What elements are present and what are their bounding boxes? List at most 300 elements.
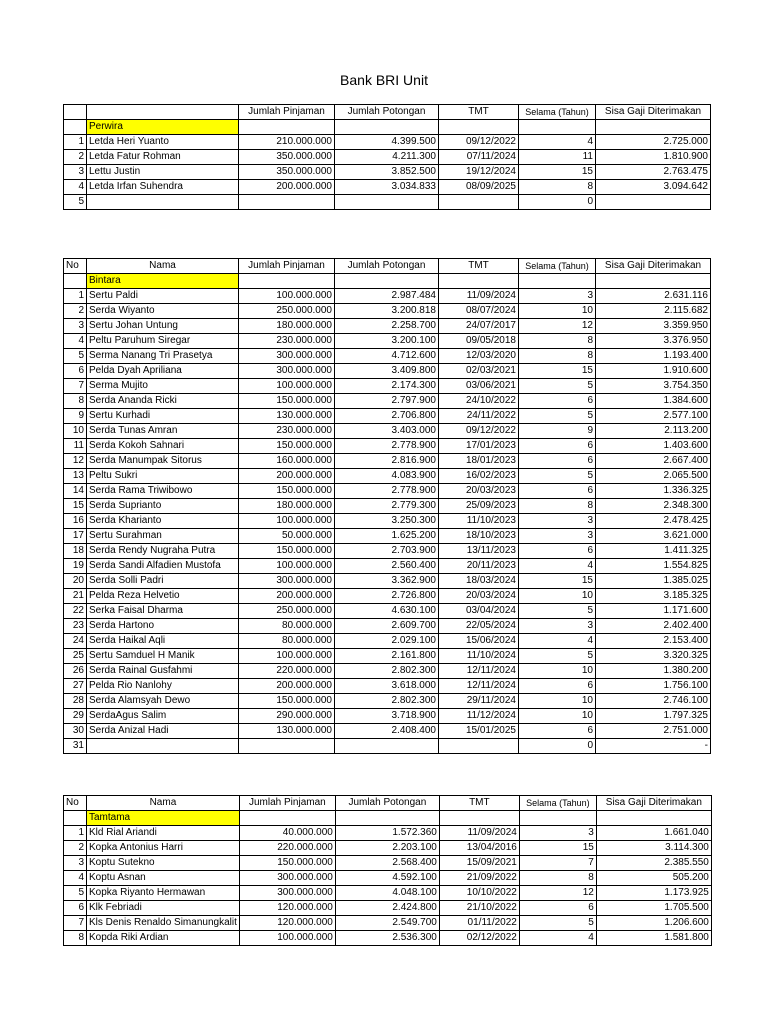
table-row <box>64 364 711 379</box>
tmt-date-cell: 11/09/2024 <box>439 826 519 841</box>
name-cell: Lettu Justin <box>87 165 239 180</box>
deduction-cell: 3.200.818 <box>335 304 439 319</box>
remaining-salary-cell: 1.581.800 <box>596 931 711 946</box>
table-row <box>64 931 712 946</box>
empty-cell <box>64 120 87 135</box>
header-nama: Nama <box>87 259 239 274</box>
loan-amount-cell: 100.000.000 <box>239 559 335 574</box>
loan-amount-cell: 160.000.000 <box>239 454 335 469</box>
header-jumlah-pinjaman: Jumlah Pinjaman <box>239 796 335 811</box>
empty-cell <box>519 120 596 135</box>
loan-amount-cell: 200.000.000 <box>239 469 335 484</box>
row-number-cell: 9 <box>64 409 87 424</box>
name-cell: Letda Fatur Rohman <box>87 150 239 165</box>
remaining-salary-cell: 2.751.000 <box>596 724 711 739</box>
table-row <box>64 604 711 619</box>
deduction-cell: 2.703.900 <box>335 544 439 559</box>
duration-years-cell: 8 <box>519 180 596 195</box>
tmt-date-cell: 17/01/2023 <box>439 439 519 454</box>
name-cell: Serda Anizal Hadi <box>87 724 239 739</box>
loan-amount-cell: 220.000.000 <box>239 841 335 856</box>
deduction-cell: 2.203.100 <box>335 841 439 856</box>
loan-amount-cell: 150.000.000 <box>239 856 335 871</box>
remaining-salary-cell: - <box>596 739 711 754</box>
table-row <box>64 574 711 589</box>
table-row <box>64 724 711 739</box>
deduction-cell: 2.029.100 <box>335 634 439 649</box>
row-number-cell: 4 <box>64 871 87 886</box>
remaining-salary-cell: 2.763.475 <box>596 165 711 180</box>
loan-amount-cell: 120.000.000 <box>239 901 335 916</box>
row-number-cell: 18 <box>64 544 87 559</box>
header-row <box>64 796 712 811</box>
loan-amount-cell: 250.000.000 <box>239 604 335 619</box>
table-row <box>64 195 711 210</box>
header-selama: Selama (Tahun) <box>519 796 596 811</box>
duration-years-cell: 5 <box>519 409 596 424</box>
duration-years-cell: 5 <box>519 469 596 484</box>
row-number-cell: 4 <box>64 334 87 349</box>
header-jumlah-pinjaman: Jumlah Pinjaman <box>239 259 335 274</box>
deduction-cell: 3.403.000 <box>335 424 439 439</box>
remaining-salary-cell: 1.554.825 <box>596 559 711 574</box>
remaining-salary-cell: 2.667.400 <box>596 454 711 469</box>
name-cell: Letda Heri Yuanto <box>87 135 239 150</box>
deduction-cell: 4.048.100 <box>335 886 439 901</box>
row-number-cell: 4 <box>64 180 87 195</box>
empty-cell <box>596 120 711 135</box>
loan-amount-cell: 80.000.000 <box>239 634 335 649</box>
duration-years-cell: 3 <box>519 289 596 304</box>
duration-years-cell: 11 <box>519 150 596 165</box>
tmt-date-cell: 21/10/2022 <box>439 901 519 916</box>
duration-years-cell: 0 <box>519 739 596 754</box>
name-cell: Serda Solli Padri <box>87 574 239 589</box>
header-sisa-gaji: Sisa Gaji Diterimakan <box>596 259 711 274</box>
deduction-cell: 2.987.484 <box>335 289 439 304</box>
deduction-cell: 3.362.900 <box>335 574 439 589</box>
header-row <box>64 105 711 120</box>
category-row <box>64 120 711 135</box>
tmt-date-cell: 12/11/2024 <box>439 664 519 679</box>
duration-years-cell: 4 <box>519 931 596 946</box>
row-number-cell: 2 <box>64 150 87 165</box>
duration-years-cell: 3 <box>519 826 596 841</box>
table-row <box>64 135 711 150</box>
deduction-cell: 2.549.700 <box>335 916 439 931</box>
deduction-cell: 2.816.900 <box>335 454 439 469</box>
tmt-date-cell: 09/05/2018 <box>439 334 519 349</box>
name-cell: Sertu Johan Untung <box>87 319 239 334</box>
row-number-cell: 24 <box>64 634 87 649</box>
empty-cell <box>335 274 439 289</box>
duration-years-cell: 8 <box>519 334 596 349</box>
deduction-cell: 4.211.300 <box>335 150 439 165</box>
table-row <box>64 289 711 304</box>
tamtama-table <box>63 795 712 946</box>
deduction-cell: 2.609.700 <box>335 619 439 634</box>
loan-amount-cell: 100.000.000 <box>239 514 335 529</box>
name-cell <box>87 739 239 754</box>
deduction-cell: 3.718.900 <box>335 709 439 724</box>
duration-years-cell: 0 <box>519 195 596 210</box>
loan-amount-cell: 40.000.000 <box>239 826 335 841</box>
remaining-salary-cell: 1.705.500 <box>596 901 711 916</box>
name-cell: Serda Kharianto <box>87 514 239 529</box>
tmt-date-cell: 03/06/2021 <box>439 379 519 394</box>
deduction-cell <box>335 739 439 754</box>
table-row <box>64 409 711 424</box>
empty-cell <box>596 811 711 826</box>
tmt-date-cell: 09/12/2022 <box>439 135 519 150</box>
perwira-table <box>63 104 711 210</box>
loan-amount-cell: 300.000.000 <box>239 349 335 364</box>
deduction-cell: 2.258.700 <box>335 319 439 334</box>
tmt-date-cell: 08/07/2024 <box>439 304 519 319</box>
header-tmt: TMT <box>439 105 519 120</box>
table-row <box>64 694 711 709</box>
header-selama: Selama (Tahun) <box>519 105 596 120</box>
remaining-salary-cell: 3.376.950 <box>596 334 711 349</box>
table-row <box>64 634 711 649</box>
deduction-cell: 2.408.400 <box>335 724 439 739</box>
duration-years-cell: 6 <box>519 901 596 916</box>
remaining-salary-cell: 1.173.925 <box>596 886 711 901</box>
header-sisa-gaji: Sisa Gaji Diterimakan <box>596 105 711 120</box>
row-number-cell: 26 <box>64 664 87 679</box>
tmt-date-cell: 13/04/2016 <box>439 841 519 856</box>
tmt-date-cell: 15/06/2024 <box>439 634 519 649</box>
row-number-cell: 19 <box>64 559 87 574</box>
deduction-cell: 2.536.300 <box>335 931 439 946</box>
header-tmt: TMT <box>439 796 519 811</box>
loan-amount-cell: 100.000.000 <box>239 289 335 304</box>
name-cell: Kopka Antonius Harri <box>87 841 240 856</box>
name-cell <box>87 195 239 210</box>
deduction-cell: 2.778.900 <box>335 439 439 454</box>
remaining-salary-cell: 1.661.040 <box>596 826 711 841</box>
tmt-date-cell: 29/11/2024 <box>439 694 519 709</box>
duration-years-cell: 7 <box>519 856 596 871</box>
remaining-salary-cell: 2.153.400 <box>596 634 711 649</box>
name-cell: Sertu Surahman <box>87 529 239 544</box>
table-row <box>64 439 711 454</box>
name-cell: Pelda Rio Nanlohy <box>87 679 239 694</box>
name-cell: Serda Rama Triwibowo <box>87 484 239 499</box>
remaining-salary-cell: 3.754.350 <box>596 379 711 394</box>
name-cell: Serda Hartono <box>87 619 239 634</box>
row-number-cell: 20 <box>64 574 87 589</box>
duration-years-cell: 6 <box>519 454 596 469</box>
tmt-date-cell: 02/12/2022 <box>439 931 519 946</box>
tmt-date-cell: 13/11/2023 <box>439 544 519 559</box>
table-row <box>64 454 711 469</box>
remaining-salary-cell: 2.113.200 <box>596 424 711 439</box>
duration-years-cell: 10 <box>519 709 596 724</box>
name-cell: Letda Irfan Suhendra <box>87 180 239 195</box>
table-row <box>64 424 711 439</box>
duration-years-cell: 6 <box>519 484 596 499</box>
remaining-salary-cell: 2.725.000 <box>596 135 711 150</box>
duration-years-cell: 4 <box>519 634 596 649</box>
row-number-cell: 7 <box>64 379 87 394</box>
row-number-cell: 13 <box>64 469 87 484</box>
remaining-salary-cell: 3.621.000 <box>596 529 711 544</box>
duration-years-cell: 10 <box>519 304 596 319</box>
deduction-cell: 3.409.800 <box>335 364 439 379</box>
name-cell: Serka Faisal Dharma <box>87 604 239 619</box>
remaining-salary-cell: 1.193.400 <box>596 349 711 364</box>
table-row <box>64 589 711 604</box>
table-row <box>64 709 711 724</box>
row-number-cell: 16 <box>64 514 87 529</box>
duration-years-cell: 6 <box>519 724 596 739</box>
header-nama <box>87 105 239 120</box>
duration-years-cell: 3 <box>519 514 596 529</box>
deduction-cell: 1.572.360 <box>335 826 439 841</box>
duration-years-cell: 10 <box>519 664 596 679</box>
duration-years-cell: 8 <box>519 499 596 514</box>
loan-amount-cell: 350.000.000 <box>239 165 335 180</box>
loan-amount-cell: 200.000.000 <box>239 589 335 604</box>
deduction-cell: 3.250.300 <box>335 514 439 529</box>
loan-amount-cell: 100.000.000 <box>239 379 335 394</box>
name-cell: Serda Ananda Ricki <box>87 394 239 409</box>
remaining-salary-cell: 3.114.300 <box>596 841 711 856</box>
row-number-cell: 25 <box>64 649 87 664</box>
tmt-date-cell: 10/10/2022 <box>439 886 519 901</box>
name-cell: Serda Haikal Aqli <box>87 634 239 649</box>
table-row <box>64 529 711 544</box>
tmt-date-cell: 15/01/2025 <box>439 724 519 739</box>
row-number-cell: 1 <box>64 826 87 841</box>
row-number-cell: 12 <box>64 454 87 469</box>
remaining-salary-cell: 2.746.100 <box>596 694 711 709</box>
row-number-cell: 10 <box>64 424 87 439</box>
table-row <box>64 165 711 180</box>
remaining-salary-cell: 1.910.600 <box>596 364 711 379</box>
duration-years-cell: 8 <box>519 871 596 886</box>
header-jumlah-potongan: Jumlah Potongan <box>335 796 439 811</box>
empty-cell <box>64 274 87 289</box>
row-number-cell: 22 <box>64 604 87 619</box>
deduction-cell: 4.630.100 <box>335 604 439 619</box>
tmt-date-cell: 15/09/2021 <box>439 856 519 871</box>
duration-years-cell: 6 <box>519 544 596 559</box>
table-row <box>64 150 711 165</box>
loan-amount-cell: 300.000.000 <box>239 364 335 379</box>
table-row <box>64 649 711 664</box>
row-number-cell: 21 <box>64 589 87 604</box>
name-cell: Peltu Paruhum Siregar <box>87 334 239 349</box>
loan-amount-cell: 150.000.000 <box>239 544 335 559</box>
loan-amount-cell: 290.000.000 <box>239 709 335 724</box>
deduction-cell: 4.712.600 <box>335 349 439 364</box>
name-cell: Serda Sandi Alfadien Mustofa <box>87 559 239 574</box>
name-cell: Serda Wiyanto <box>87 304 239 319</box>
table-row <box>64 886 712 901</box>
page-title: Bank BRI Unit <box>340 72 428 88</box>
row-number-cell: 17 <box>64 529 87 544</box>
remaining-salary-cell: 1.206.600 <box>596 916 711 931</box>
remaining-salary-cell: 3.094.642 <box>596 180 711 195</box>
tmt-date-cell: 02/03/2021 <box>439 364 519 379</box>
row-number-cell: 5 <box>64 349 87 364</box>
deduction-cell: 2.779.300 <box>335 499 439 514</box>
tmt-date-cell: 22/05/2024 <box>439 619 519 634</box>
name-cell: Serda Manumpak Sitorus <box>87 454 239 469</box>
tmt-date-cell: 18/03/2024 <box>439 574 519 589</box>
empty-cell <box>519 811 596 826</box>
row-number-cell: 29 <box>64 709 87 724</box>
row-number-cell: 30 <box>64 724 87 739</box>
remaining-salary-cell: 1.385.025 <box>596 574 711 589</box>
row-number-cell: 28 <box>64 694 87 709</box>
name-cell: Kopka Riyanto Hermawan <box>87 886 240 901</box>
name-cell: Serda Kokoh Sahnari <box>87 439 239 454</box>
deduction-cell: 1.625.200 <box>335 529 439 544</box>
header-jumlah-pinjaman: Jumlah Pinjaman <box>239 105 335 120</box>
loan-amount-cell: 180.000.000 <box>239 499 335 514</box>
table-row <box>64 514 711 529</box>
tmt-date-cell: 24/07/2017 <box>439 319 519 334</box>
empty-cell <box>239 274 335 289</box>
empty-cell <box>439 274 519 289</box>
table-row <box>64 484 711 499</box>
tmt-date-cell: 11/12/2024 <box>439 709 519 724</box>
deduction-cell: 2.424.800 <box>335 901 439 916</box>
tmt-date-cell <box>439 195 519 210</box>
tmt-date-cell: 08/09/2025 <box>439 180 519 195</box>
duration-years-cell: 12 <box>519 886 596 901</box>
deduction-cell: 4.592.100 <box>335 871 439 886</box>
deduction-cell: 2.161.800 <box>335 649 439 664</box>
row-number-cell: 3 <box>64 165 87 180</box>
duration-years-cell: 10 <box>519 589 596 604</box>
tmt-date-cell: 11/10/2024 <box>439 649 519 664</box>
remaining-salary-cell: 2.385.550 <box>596 856 711 871</box>
remaining-salary-cell: 3.320.325 <box>596 649 711 664</box>
loan-amount-cell: 150.000.000 <box>239 484 335 499</box>
table-row <box>64 544 711 559</box>
category-label: Tamtama <box>87 811 240 826</box>
row-number-cell: 2 <box>64 841 87 856</box>
table-row <box>64 871 712 886</box>
tmt-date-cell: 07/11/2024 <box>439 150 519 165</box>
tmt-date-cell: 20/11/2023 <box>439 559 519 574</box>
remaining-salary-cell: 1.411.325 <box>596 544 711 559</box>
row-number-cell: 7 <box>64 916 87 931</box>
empty-cell <box>439 811 519 826</box>
tmt-date-cell: 12/11/2024 <box>439 679 519 694</box>
deduction-cell: 4.399.500 <box>335 135 439 150</box>
loan-amount-cell: 50.000.000 <box>239 529 335 544</box>
row-number-cell: 1 <box>64 289 87 304</box>
row-number-cell: 6 <box>64 901 87 916</box>
loan-amount-cell: 200.000.000 <box>239 679 335 694</box>
tmt-date-cell: 19/12/2024 <box>439 165 519 180</box>
name-cell: Kopda Riki Ardian <box>87 931 240 946</box>
table-row <box>64 619 711 634</box>
duration-years-cell: 5 <box>519 604 596 619</box>
deduction-cell: 2.802.300 <box>335 664 439 679</box>
duration-years-cell: 6 <box>519 439 596 454</box>
row-number-cell: 15 <box>64 499 87 514</box>
remaining-salary-cell: 3.359.950 <box>596 319 711 334</box>
deduction-cell: 2.726.800 <box>335 589 439 604</box>
header-no: No <box>64 796 87 811</box>
header-selama: Selama (Tahun) <box>519 259 596 274</box>
name-cell: Serda Suprianto <box>87 499 239 514</box>
loan-amount-cell: 230.000.000 <box>239 424 335 439</box>
row-number-cell: 23 <box>64 619 87 634</box>
loan-amount-cell: 200.000.000 <box>239 180 335 195</box>
tmt-date-cell: 24/11/2022 <box>439 409 519 424</box>
deduction-cell: 2.560.400 <box>335 559 439 574</box>
row-number-cell: 31 <box>64 739 87 754</box>
duration-years-cell: 3 <box>519 529 596 544</box>
name-cell: Serda Tunas Amran <box>87 424 239 439</box>
name-cell: Sertu Paldi <box>87 289 239 304</box>
row-number-cell: 11 <box>64 439 87 454</box>
duration-years-cell: 15 <box>519 165 596 180</box>
table-row <box>64 334 711 349</box>
tmt-date-cell: 18/01/2023 <box>439 454 519 469</box>
tmt-date-cell: 20/03/2024 <box>439 589 519 604</box>
bintara-table <box>63 258 711 754</box>
remaining-salary-cell: 2.478.425 <box>596 514 711 529</box>
table-row <box>64 901 712 916</box>
table-row <box>64 679 711 694</box>
name-cell: Serma Mujito <box>87 379 239 394</box>
name-cell: Kld Rial Ariandi <box>87 826 240 841</box>
header-row <box>64 259 711 274</box>
remaining-salary-cell: 1.336.325 <box>596 484 711 499</box>
row-number-cell: 2 <box>64 304 87 319</box>
empty-cell <box>239 811 335 826</box>
remaining-salary-cell: 1.756.100 <box>596 679 711 694</box>
name-cell: Koptu Sutekno <box>87 856 240 871</box>
duration-years-cell: 6 <box>519 679 596 694</box>
duration-years-cell: 10 <box>519 694 596 709</box>
remaining-salary-cell: 2.631.116 <box>596 289 711 304</box>
row-number-cell: 5 <box>64 195 87 210</box>
name-cell: Pelda Reza Helvetio <box>87 589 239 604</box>
header-nama: Nama <box>87 796 240 811</box>
loan-amount-cell: 100.000.000 <box>239 931 335 946</box>
remaining-salary-cell: 3.185.325 <box>596 589 711 604</box>
deduction-cell: 4.083.900 <box>335 469 439 484</box>
deduction-cell: 2.802.300 <box>335 694 439 709</box>
loan-amount-cell: 150.000.000 <box>239 694 335 709</box>
table-row <box>64 739 711 754</box>
deduction-cell: 2.706.800 <box>335 409 439 424</box>
remaining-salary-cell: 2.348.300 <box>596 499 711 514</box>
tmt-date-cell: 03/04/2024 <box>439 604 519 619</box>
name-cell: Peltu Sukri <box>87 469 239 484</box>
tmt-date-cell: 01/11/2022 <box>439 916 519 931</box>
header-sisa-gaji: Sisa Gaji Diterimakan <box>596 796 711 811</box>
name-cell: Serda Alamsyah Dewo <box>87 694 239 709</box>
remaining-salary-cell: 1.384.600 <box>596 394 711 409</box>
row-number-cell: 5 <box>64 886 87 901</box>
deduction-cell: 2.797.900 <box>335 394 439 409</box>
duration-years-cell: 12 <box>519 319 596 334</box>
duration-years-cell: 6 <box>519 394 596 409</box>
name-cell: Serma Nanang Tri Prasetya <box>87 349 239 364</box>
table-row <box>64 180 711 195</box>
deduction-cell: 3.852.500 <box>335 165 439 180</box>
